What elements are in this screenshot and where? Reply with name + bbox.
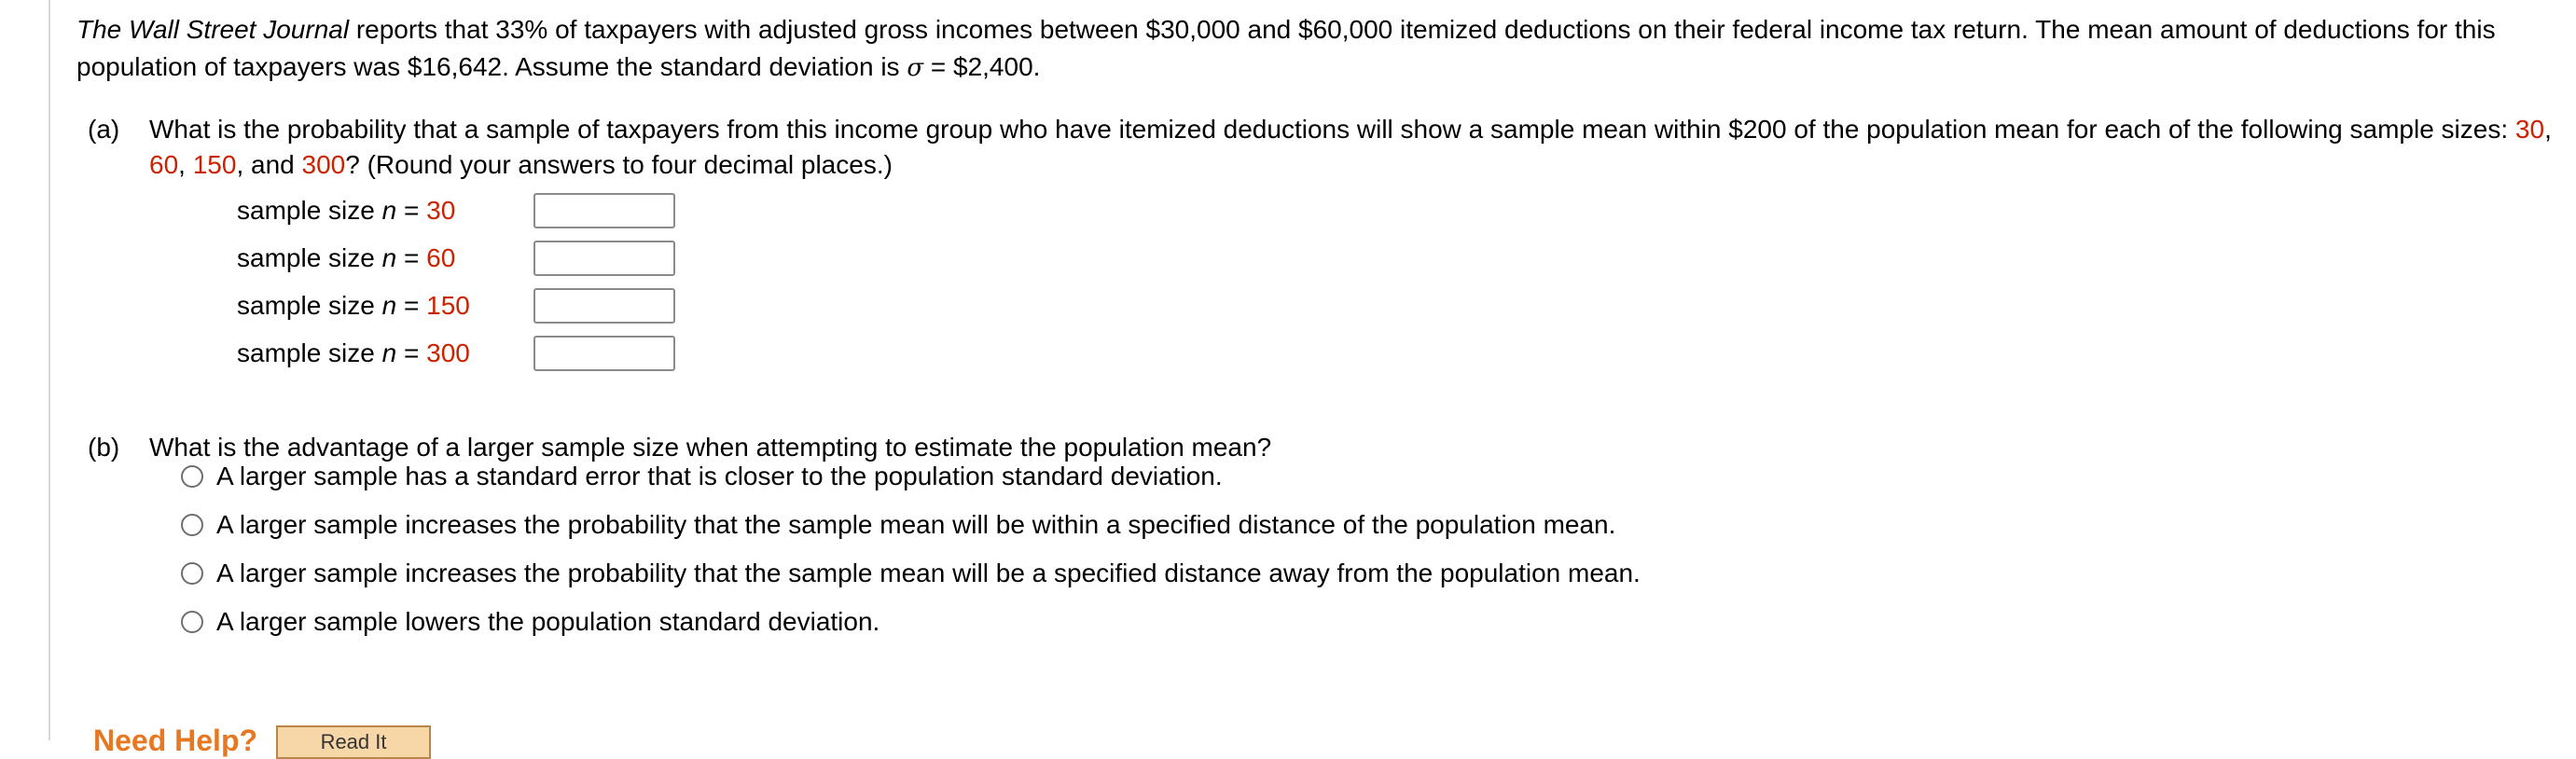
sample-size-150: 150: [192, 150, 237, 179]
intro-text-end: = $2,400.: [923, 52, 1041, 81]
option-label: A larger sample increases the probability that the sample mean will be within a specified distance of the population mean.: [216, 510, 1616, 539]
intro-text: reports that 33% of taxpayers with adjusted gross incomes between $30,000 and $60,000 itemized deductions on their federal income tax return. The mean amount of deductions for this population of taxpayers was $16,642. Assume the standard deviation is: [76, 15, 2496, 81]
answer-row-n60: [237, 240, 675, 277]
part-a-question: [149, 112, 2576, 183]
answer-row-label: sample size n = 150: [237, 291, 470, 320]
part-a-label: (a): [88, 115, 120, 144]
option-label: A larger sample has a standard error that is closer to the population standard deviation.: [216, 462, 1223, 490]
radio-button[interactable]: [181, 562, 203, 585]
option-3[interactable]: [181, 555, 1641, 592]
answer-row-label: sample size n = 300: [237, 338, 470, 367]
option-label: A larger sample increases the probability that the sample mean will be a specified distance away from the population mean.: [216, 559, 1641, 587]
need-help-label: Need Help?: [93, 724, 258, 757]
answer-row-label: sample size n = 30: [237, 196, 456, 225]
radio-button[interactable]: [181, 611, 203, 633]
separator: ,: [178, 150, 193, 179]
sample-size-30: 30: [2514, 115, 2545, 144]
radio-button[interactable]: [181, 514, 203, 536]
part-b-label: (b): [88, 433, 120, 462]
separator: , and: [236, 150, 302, 179]
option-1[interactable]: [181, 458, 1223, 495]
journal-name: The Wall Street Journal: [76, 15, 350, 44]
part-a-question-text: What is the probability that a sample of taxpayers from this income group who have itemized deductions will show a sample mean within $200 of the population mean for each of the following sample sizes:: [149, 115, 2515, 144]
answer-row-label: sample size n = 60: [237, 243, 456, 272]
problem-intro: [76, 11, 2539, 87]
separator: ,: [2544, 115, 2552, 144]
answer-input-n300[interactable]: [533, 336, 675, 371]
option-label: A larger sample lowers the population standard deviation.: [216, 607, 880, 636]
part-b-question: What is the advantage of a larger sample size when attempting to estimate the population mean?: [149, 433, 1272, 462]
answer-row-n30: [237, 192, 675, 229]
option-2[interactable]: [181, 506, 1615, 544]
answer-input-n30[interactable]: [533, 193, 675, 228]
need-help-section: [93, 725, 431, 759]
read-it-button[interactable]: Read It: [276, 725, 431, 759]
answer-input-n150[interactable]: [533, 288, 675, 324]
radio-button[interactable]: [181, 465, 203, 488]
sample-size-300: 300: [301, 150, 346, 179]
sigma-symbol: σ: [907, 54, 924, 82]
answer-row-n150: [237, 287, 675, 324]
answer-row-n300: [237, 335, 675, 372]
part-a-question-end: ? (Round your answers to four decimal places.): [345, 150, 893, 179]
answer-input-n60[interactable]: [533, 241, 675, 276]
sample-size-60: 60: [149, 150, 179, 179]
option-4[interactable]: [181, 603, 879, 641]
